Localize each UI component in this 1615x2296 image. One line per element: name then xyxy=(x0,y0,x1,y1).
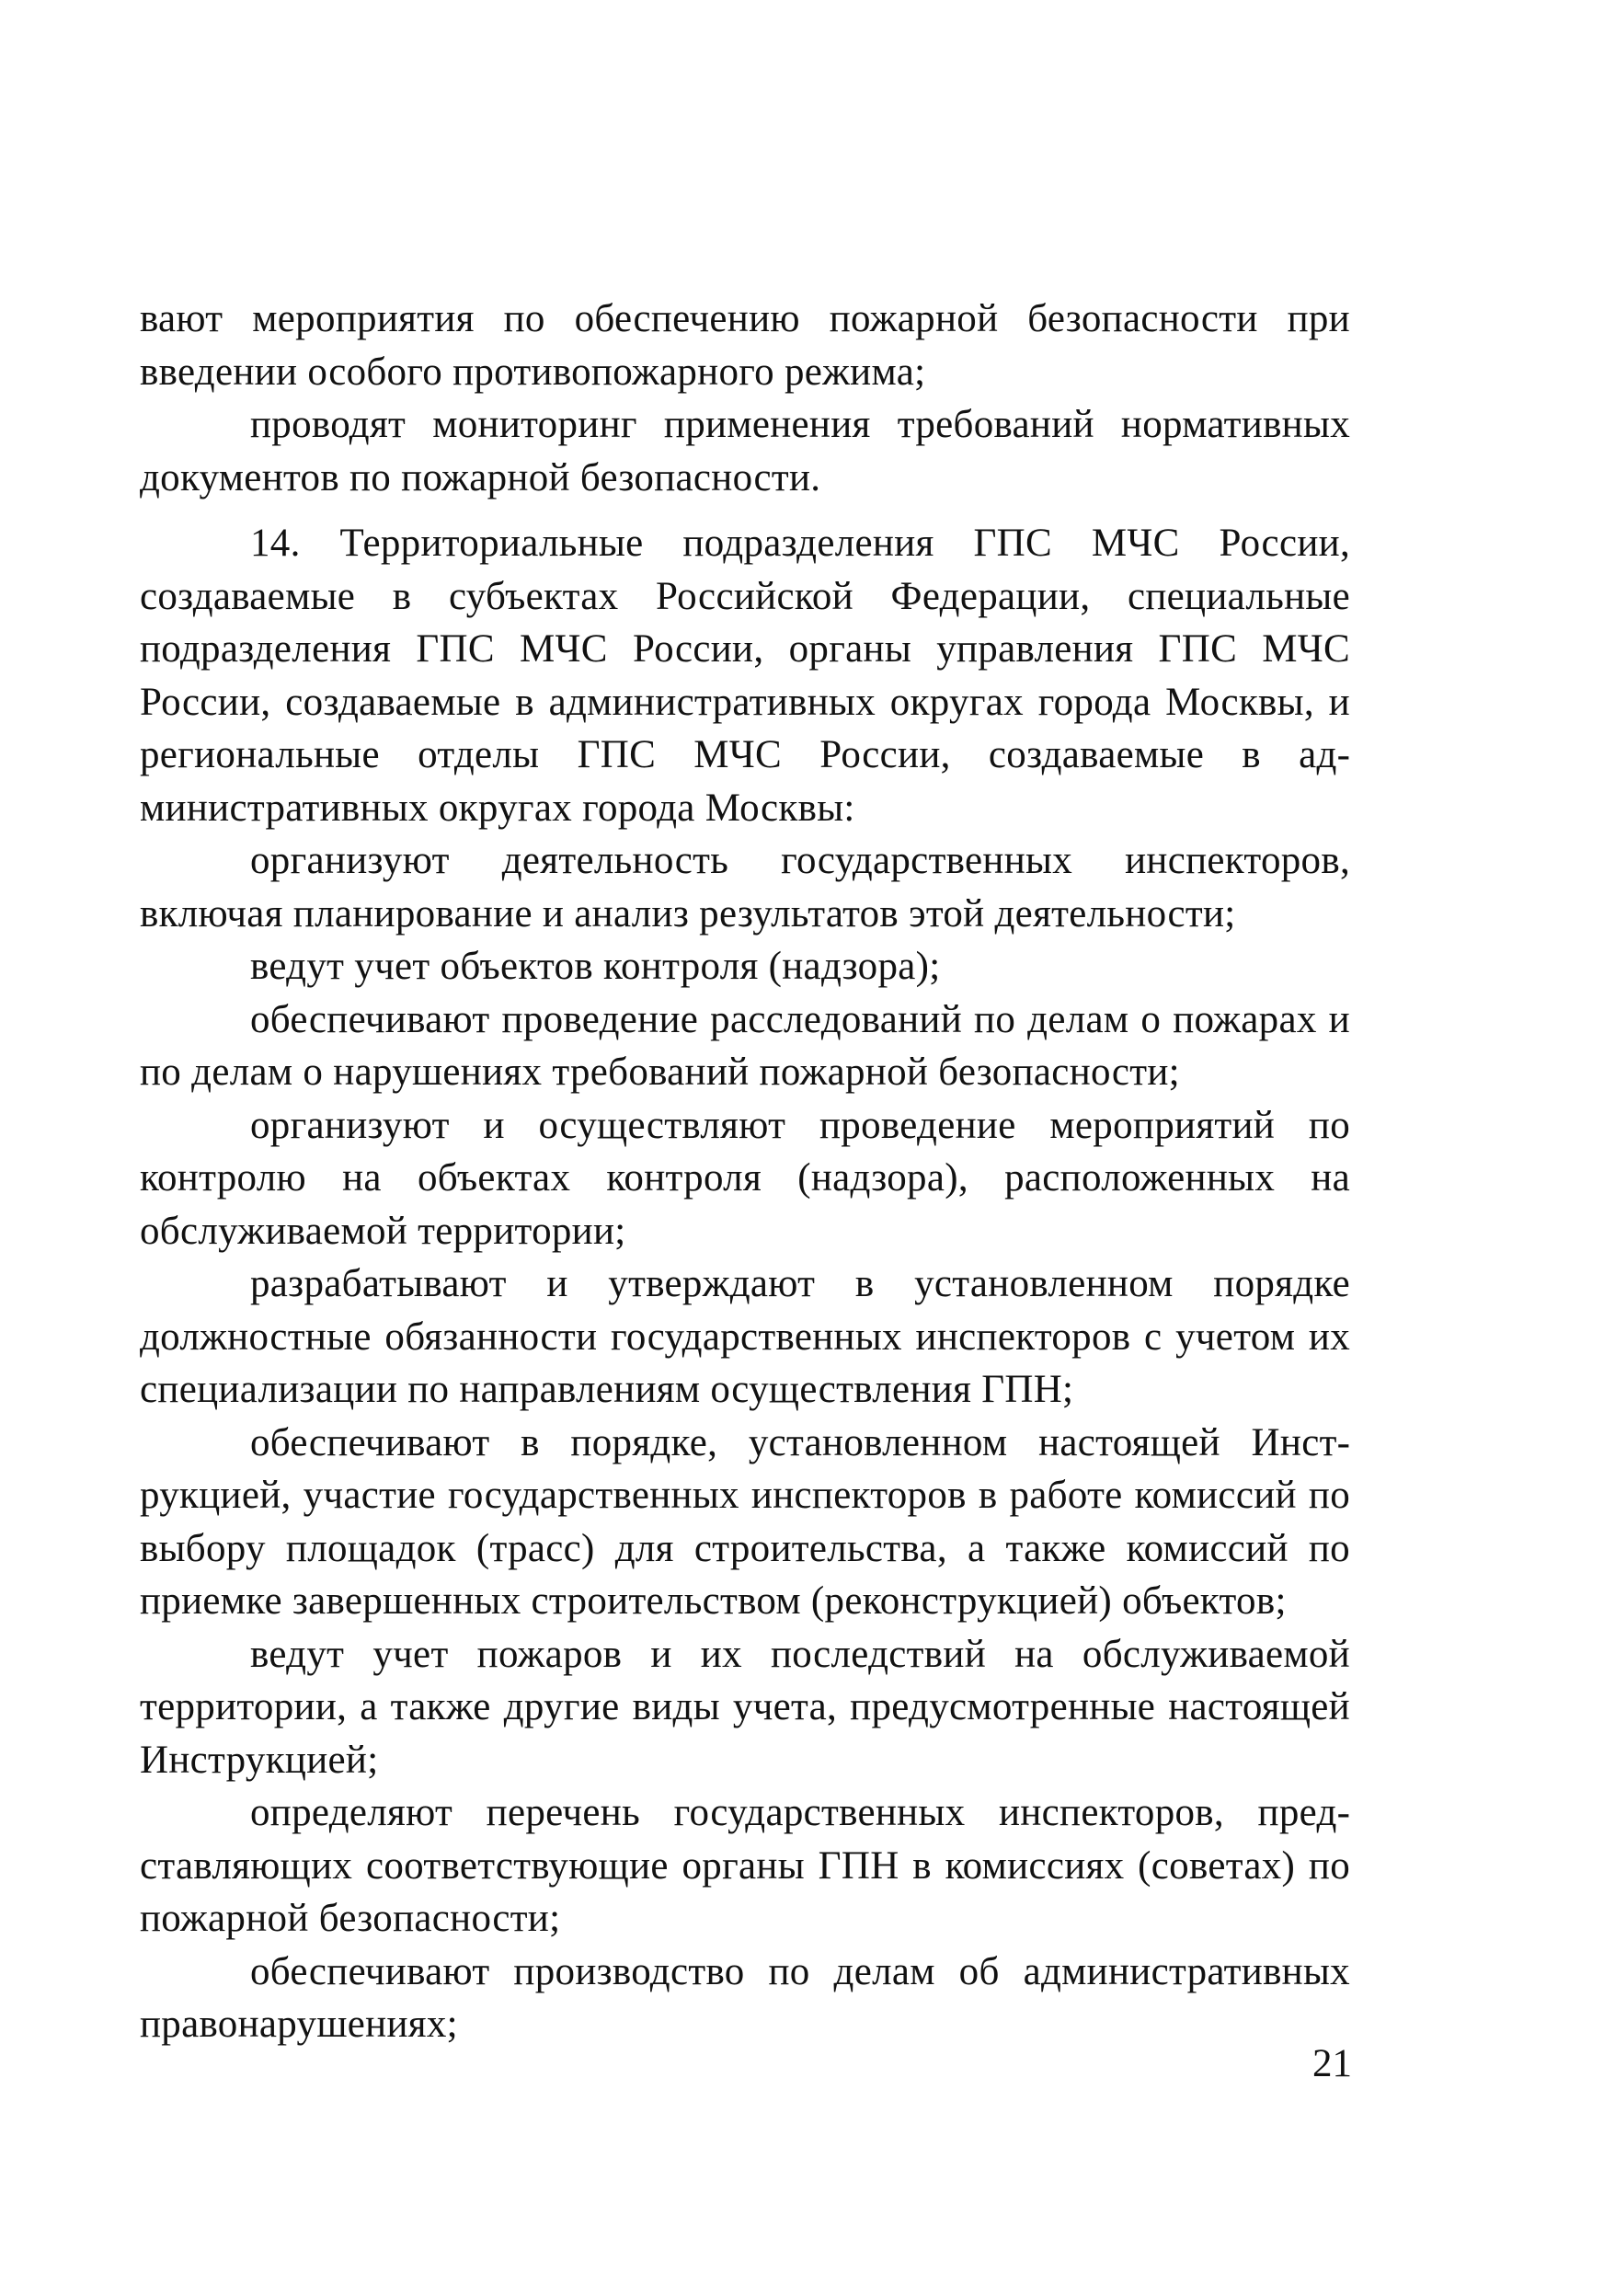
page-number: 21 xyxy=(1312,2042,1352,2085)
paragraph-administrative-cases: обеспечивают производство по делам об административных правонарушениях; xyxy=(140,1949,1350,2046)
paragraph-item-14: 14. Территориальные подразделения ГПС МЧС России, создаваемые в субъектах Российской Федерации, специальные подразделения ГПС МЧС России, органы управления ГПС МЧС России, создаваемые в административных округах города Москвы, и региональные отделы ГПС МЧС России, создаваемые в административных округах города Москвы: xyxy=(140,522,1350,830)
paragraph-inspectors-list: определяют перечень государственных инспекторов, представляющих соответствующие органы ГПН в комиссиях (советах) по пожарной безопасности; xyxy=(140,1791,1350,1940)
paragraph-objects-registry: ведут учет объектов контроля (надзора); xyxy=(250,945,941,988)
paragraph-control-measures: организуют и осуществляют проведение мероприятий по контролю на объектах контроля (надзора), расположенных на обслуживаемой территории; xyxy=(140,1103,1350,1253)
paragraph-monitoring: проводят мониторинг применения требований нормативных документов по пожарной безопасности. xyxy=(140,403,1350,499)
paragraph-job-duties: разрабатывают и утверждают в установленном порядке должностные обязанности государственных инспекторов с учетом их специализации по направлениям осуществления ГПН; xyxy=(140,1262,1350,1411)
paragraph-fire-records: ведут учет пожаров и их последствий на обслуживаемой территории, а также другие виды учета, предусмотренные настоящей Инструкцией; xyxy=(140,1632,1350,1782)
body-text xyxy=(140,293,1350,2051)
paragraph-commissions: обеспечивают в порядке, установленном настоящей Инструкцией, участие государственных инспекторов в работе комиссий по выбору площадок (трасс) для строительства, а также комиссий по приемке завершенных строительством (реконструкцией) объектов; xyxy=(140,1420,1350,1623)
paragraph-organize-activity: организуют деятельность государственных инспекторов, включая планирование и анализ результатов этой деятельности; xyxy=(140,839,1350,936)
paragraph-investigations: обеспечивают проведение расследований по делам о пожарах и по делам о нарушениях требований пожарной безопасности; xyxy=(140,997,1350,1094)
paragraph-continued: вают мероприятия по обеспечению пожарной безопасности при введении особого противопожарного режима; xyxy=(140,297,1350,394)
